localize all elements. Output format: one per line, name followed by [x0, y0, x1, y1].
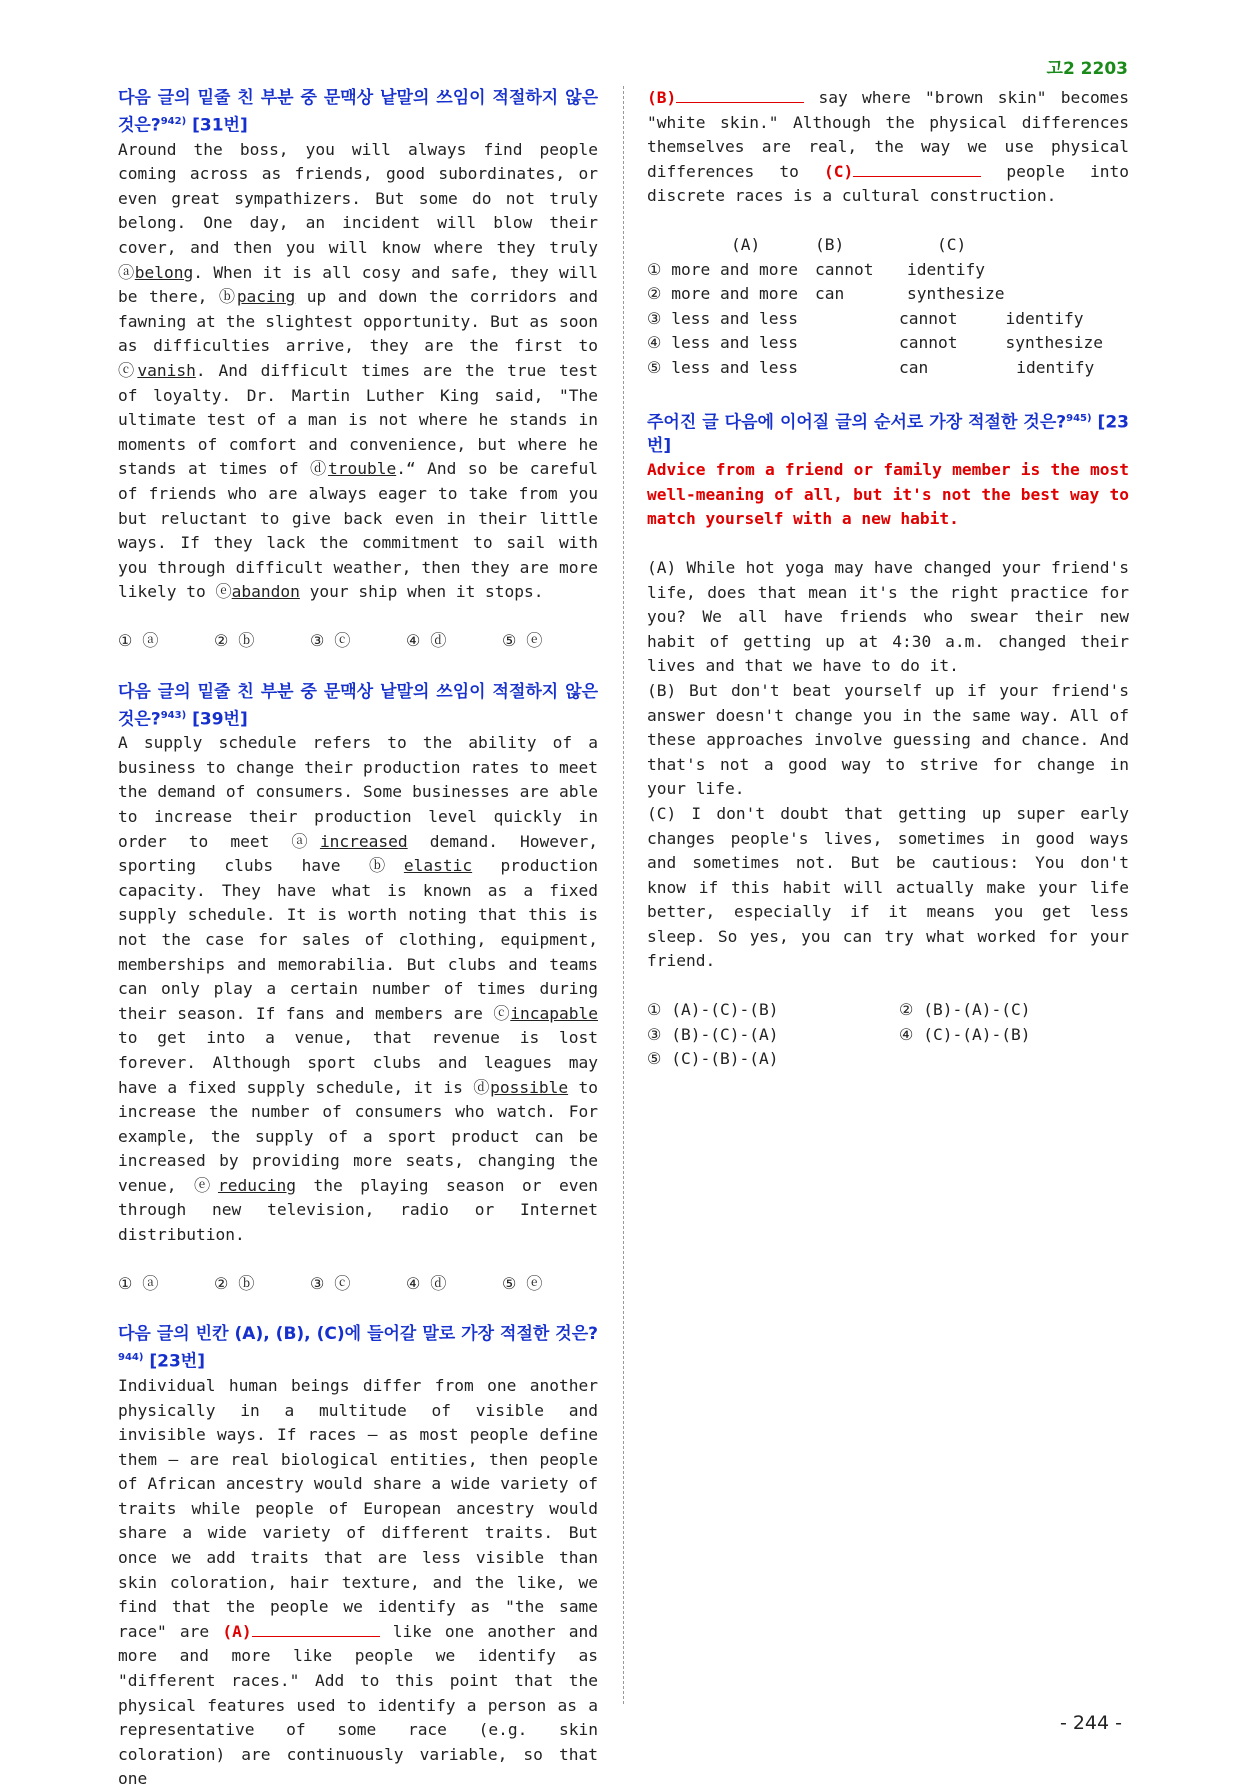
- question-942-choices: [118, 629, 598, 654]
- table-header: (C): [937, 234, 967, 254]
- answer-choice[interactable]: ① ⓐ: [118, 630, 159, 650]
- underlined-word-b: elastic: [403, 856, 473, 876]
- question-tag: [39번]: [186, 709, 248, 730]
- left-column: [118, 86, 598, 1792]
- passage-text: say where "brown skin" becomes "white skin." Although the physical differences themselves are real, the way we use physical differences to: [647, 88, 1129, 181]
- question-943-title: [118, 680, 598, 732]
- answer-choice[interactable]: ④ ⓓ: [406, 1273, 447, 1293]
- question-944-answer-table: [647, 233, 1129, 381]
- answer-choice[interactable]: ① (A)-(C)-(B): [647, 1000, 779, 1020]
- answer-choice[interactable]: ① more and more: [647, 259, 798, 279]
- blank-a: [222, 1622, 379, 1641]
- table-header: (B): [815, 234, 845, 254]
- passage-text: to increase the number of consumers who watch. For example, the supply of a sport product can be increased by providing more seats, changing the venue, ⓔ: [118, 1077, 598, 1195]
- table-cell: [815, 356, 1095, 381]
- table-cell-c: identify: [1005, 308, 1084, 328]
- question-943-choices: [118, 1272, 598, 1297]
- table-cell-b: cannot: [899, 308, 958, 328]
- blank-label: (A): [222, 1621, 252, 1641]
- blank-label: (B): [647, 88, 677, 107]
- table-cell: identify: [907, 259, 985, 279]
- question-943-passage: [118, 731, 598, 1247]
- table-cell-c: identify: [1016, 357, 1095, 377]
- table-cell: cannot: [815, 259, 874, 279]
- right-column: [647, 86, 1129, 1072]
- question-tag: [23번]: [647, 412, 1129, 457]
- passage-text: Around the boss, you will always find people coming across as friends, good subordinates, or even great sympathizers. But some do not truly belong. One day, an incident will blow their cover, and then you will know where they truly ⓐ: [118, 139, 598, 282]
- question-number: 945): [1066, 412, 1092, 424]
- answer-choice[interactable]: ⑤ ⓔ: [502, 630, 543, 650]
- question-number: 943): [160, 709, 187, 721]
- question-number: 942): [160, 116, 187, 127]
- answer-choice[interactable]: ① ⓐ: [118, 1273, 159, 1293]
- answer-choice[interactable]: ⑤ ⓔ: [502, 1273, 543, 1293]
- answer-choice[interactable]: ④ ⓓ: [406, 630, 447, 650]
- answer-choice[interactable]: ③ ⓒ: [310, 630, 351, 650]
- question-945-paragraph-b: (B) But don't beat yourself up if your friend's answer doesn't change you in the same way. All of these approaches involve guessing and chance. And that's not a good way to strive for change in your life.: [647, 680, 1129, 799]
- answer-choice[interactable]: ③ ⓒ: [310, 1273, 351, 1293]
- table-cell-c: synthesize: [1005, 333, 1103, 353]
- question-title-text: 주어진 글 다음에 이어질 글의 순서로 가장 적절한 것은?: [647, 412, 1067, 433]
- blank-c: [824, 162, 981, 181]
- blank-line[interactable]: [676, 88, 804, 103]
- question-944-title: [118, 1322, 598, 1374]
- question-942-title: [118, 86, 598, 138]
- underlined-word-b: pacing: [236, 287, 296, 307]
- question-tag: [31번]: [186, 115, 248, 136]
- passage-text: people into discrete races is a cultural construction.: [647, 161, 1130, 206]
- question-tag: [23번]: [143, 1351, 205, 1372]
- passage-text: demand. However, sporting clubs have ⓑ: [118, 831, 598, 876]
- answer-choice[interactable]: ② ⓑ: [214, 630, 255, 650]
- answer-choice[interactable]: ③ less and less: [647, 308, 798, 328]
- question-title-text: 다음 글의 밑줄 친 부분 중 문맥상 낱말의 쓰임이 적절하지 않은 것은?: [118, 88, 598, 136]
- answer-choice[interactable]: ② (B)-(A)-(C): [899, 1000, 1031, 1020]
- table-cell-b: can: [899, 357, 929, 377]
- question-944-passage: [118, 1374, 598, 1792]
- answer-choice[interactable]: ④ (C)-(A)-(B): [899, 1024, 1031, 1044]
- passage-text: .“ And so be careful of friends who are always eager to take from you but reluctant to give back even in their little ways. If they lack the commitment to sail with you through difficult weather, then they are more likely to ⓔ: [118, 459, 598, 602]
- column-divider: [623, 86, 624, 1704]
- underlined-word-c: vanish: [137, 361, 196, 380]
- table-header: (A): [731, 234, 761, 254]
- exam-code: 고2 2203: [1046, 59, 1128, 79]
- answer-choice[interactable]: ② ⓑ: [214, 1273, 255, 1293]
- question-942-passage: [118, 138, 598, 605]
- passage-text: to get into a venue, that revenue is lost forever. Although sport clubs and leagues may have a fixed supply schedule, it is ⓓ: [118, 1028, 598, 1097]
- blank-b: [647, 88, 804, 107]
- question-945-given-sentence: Advice from a friend or family member is the most well-meaning of all, but it's not the best way to match yourself with a new habit.: [647, 460, 1129, 529]
- table-cell: [815, 331, 1103, 356]
- passage-text: your ship when it stops.: [299, 582, 544, 602]
- question-number: 944): [118, 1352, 144, 1364]
- underlined-word-e: reducing: [217, 1175, 296, 1195]
- answer-choice[interactable]: ② more and more: [647, 284, 798, 304]
- question-945-paragraph-a: (A) While hot yoga may have changed your friend's life, does that mean it's the right practice for you? We all have friends who swear their new habit of getting up at 4:30 a.m. changed their lives and that we have to do it.: [647, 557, 1129, 676]
- passage-text: production capacity. They have what is known as a fixed supply schedule. It is worth noting that this is not the case for sales of clothing, equipment, memberships and memorabilia. But clubs and teams can only play a certain number of times during their season. If fans and members are ⓒ: [118, 856, 599, 1023]
- underlined-word-d: possible: [490, 1077, 569, 1097]
- table-cell-b: cannot: [899, 333, 958, 353]
- passage-text: Individual human beings differ from one another physically in a multitude of visible and invisible ways. If races — as most people define them — are real biological entities, then people of African ancestry would share a wide variety of traits while people of European ancestry would share a wide variety of different traits. But once we add traits that are less visible than skin coloration, hair texture, and the like, we find that the people we identify as "the same race" are: [118, 1375, 598, 1641]
- underlined-word-a: belong: [134, 262, 194, 282]
- page-number: - 244 -: [1059, 1712, 1122, 1734]
- answer-choice[interactable]: ④ less and less: [647, 333, 798, 353]
- table-cell: can: [815, 284, 845, 304]
- passage-text: A supply schedule refers to the ability of a business to change their production rates to meet the demand of consumers. Some businesses are able to increase their production level quickly in order to meet ⓐ: [118, 733, 598, 851]
- blank-line[interactable]: [252, 1622, 380, 1637]
- question-944-passage-continued: [647, 86, 1129, 209]
- table-cell: synthesize: [907, 284, 1005, 304]
- table-cell: [815, 307, 1084, 332]
- question-title-text: 다음 글의 밑줄 친 부분 중 문맥상 낱말의 쓰임이 적절하지 않은 것은?: [118, 681, 598, 730]
- underlined-word-a: increased: [319, 831, 408, 851]
- passage-text: . When it is all cosy and safe, they will be there, ⓑ: [118, 262, 598, 307]
- blank-label: (C): [824, 161, 854, 181]
- passage-text: like one another and more and more like people we identify as "different races." Add to this point that the physical features used to identify a person as a representative of some race (e.g. skin coloration) are continuously variable, so that one: [118, 1621, 598, 1789]
- blank-line[interactable]: [853, 162, 981, 177]
- question-945-title: [647, 407, 1129, 459]
- answer-choice[interactable]: ③ (B)-(C)-(A): [647, 1024, 779, 1044]
- underlined-word-e: abandon: [231, 582, 300, 602]
- answer-choice[interactable]: ⑤ (C)-(B)-(A): [647, 1049, 779, 1069]
- question-945-paragraph-c: (C) I don't doubt that getting up super early changes people's lives, sometimes in good ways and sometimes not. But be cautious: You don't know if this habit will actually make your life better, especially if it means you get less sleep. So yes, you can try what worked for your friend.: [647, 803, 1129, 971]
- underlined-word-d: trouble: [327, 459, 397, 479]
- question-title-text: 다음 글의 빈칸 (A), (B), (C)에 들어갈 말로 가장 적절한 것은?: [118, 1324, 598, 1345]
- passage-text: the playing season or even through new television, radio or Internet distribution.: [118, 1175, 598, 1245]
- passage-text: . And difficult times are the true test of loyalty. Dr. Martin Luther King said, "The ultimate test of a man is not where he stands in moments of comfort and convenience, but where he stands at times of ⓓ: [118, 361, 598, 479]
- passage-text: up and down the corridors and fawning at the slightest opportunity. But as soon as difficulties arrive, they are the first to ⓒ: [118, 287, 598, 380]
- answer-choice[interactable]: ⑤ less and less: [647, 357, 798, 377]
- question-945-choices: [647, 998, 1129, 1072]
- underlined-word-c: incapable: [510, 1003, 598, 1023]
